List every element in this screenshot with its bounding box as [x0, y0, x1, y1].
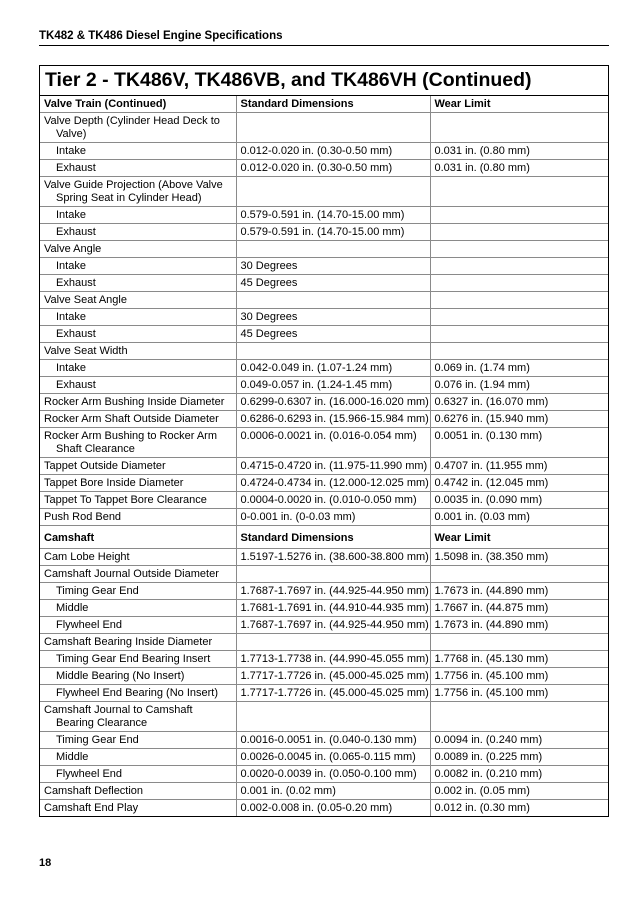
spec-name-cell: Timing Gear End Bearing Insert [40, 651, 236, 668]
table-row [40, 224, 608, 241]
spec-name-cell: Valve Angle [40, 241, 236, 258]
table-row [40, 749, 608, 766]
spec-name-cell: Timing Gear End [40, 732, 236, 749]
table-row [40, 800, 608, 817]
table-row [40, 566, 608, 583]
spec-name-cell: Intake [40, 143, 236, 160]
wear-limit-cell: 0.0089 in. (0.225 mm) [430, 749, 608, 766]
standard-dimension-cell [236, 343, 430, 360]
wear-limit-cell: 0.0082 in. (0.210 mm) [430, 766, 608, 783]
spec-name-cell: Valve Guide Projection (Above Valve Spring Seat in Cylinder Head) [40, 177, 236, 207]
standard-dimension-cell [236, 634, 430, 651]
wear-limit-cell: 1.5098 in. (38.350 mm) [430, 549, 608, 566]
standard-dimension-cell [236, 241, 430, 258]
standard-dimension-cell [236, 292, 430, 309]
wear-limit-cell [430, 292, 608, 309]
standard-dimension-cell: 1.7713-1.7738 in. (44.990-45.055 mm) [236, 651, 430, 668]
spec-name-cell: Exhaust [40, 275, 236, 292]
spec-name-cell: Exhaust [40, 377, 236, 394]
spec-name-cell: Flywheel End Bearing (No Insert) [40, 685, 236, 702]
running-header: TK482 & TK486 Diesel Engine Specifications [39, 30, 283, 42]
table-row [40, 394, 608, 411]
wear-limit-cell: 0.069 in. (1.74 mm) [430, 360, 608, 377]
standard-dimension-cell: 0.002-0.008 in. (0.05-0.20 mm) [236, 800, 430, 817]
spec-name-cell: Valve Seat Width [40, 343, 236, 360]
standard-dimension-cell: 1.7687-1.7697 in. (44.925-44.950 mm) [236, 583, 430, 600]
standard-dimension-cell: 45 Degrees [236, 326, 430, 343]
spec-name-cell: Rocker Arm Bushing to Rocker Arm Shaft Clearance [40, 428, 236, 458]
standard-dimension-cell [236, 566, 430, 583]
wear-limit-cell [430, 702, 608, 732]
spec-name-cell: Intake [40, 360, 236, 377]
wear-limit-cell [430, 309, 608, 326]
wear-limit-cell: 0.0051 in. (0.130 mm) [430, 428, 608, 458]
spec-table [40, 96, 608, 816]
wear-limit-cell [430, 177, 608, 207]
standard-dimension-cell: 1.7687-1.7697 in. (44.925-44.950 mm) [236, 617, 430, 634]
wear-limit-cell: 0.002 in. (0.05 mm) [430, 783, 608, 800]
standard-dimension-cell: 0.0020-0.0039 in. (0.050-0.100 mm) [236, 766, 430, 783]
table-row [40, 492, 608, 509]
spec-name-cell: Camshaft Deflection [40, 783, 236, 800]
page-number: 18 [39, 857, 52, 869]
table-row [40, 411, 608, 428]
spec-name-cell: Intake [40, 309, 236, 326]
table-row [40, 343, 608, 360]
wear-limit-cell: 1.7673 in. (44.890 mm) [430, 583, 608, 600]
wear-limit-cell: 1.7768 in. (45.130 mm) [430, 651, 608, 668]
spec-name-cell: Flywheel End [40, 766, 236, 783]
spec-name-cell: Tappet Bore Inside Diameter [40, 475, 236, 492]
spec-name-cell: Camshaft [40, 526, 236, 549]
standard-dimension-cell [236, 702, 430, 732]
table-row [40, 160, 608, 177]
column-header-standard-dimensions: Standard Dimensions [236, 96, 430, 113]
wear-limit-cell: 0.012 in. (0.30 mm) [430, 800, 608, 817]
spec-table-box [39, 65, 609, 817]
standard-dimension-cell: 0.0004-0.0020 in. (0.010-0.050 mm) [236, 492, 430, 509]
standard-dimension-cell: Standard Dimensions [236, 526, 430, 549]
standard-dimension-cell: 1.5197-1.5276 in. (38.600-38.800 mm) [236, 549, 430, 566]
table-row [40, 783, 608, 800]
spec-name-cell: Intake [40, 258, 236, 275]
spec-name-cell: Middle Bearing (No Insert) [40, 668, 236, 685]
spec-name-cell: Rocker Arm Bushing Inside Diameter [40, 394, 236, 411]
wear-limit-cell [430, 224, 608, 241]
standard-dimension-cell: 30 Degrees [236, 309, 430, 326]
standard-dimension-cell: 0.579-0.591 in. (14.70-15.00 mm) [236, 207, 430, 224]
wear-limit-cell: 1.7756 in. (45.100 mm) [430, 685, 608, 702]
standard-dimension-cell: 0-0.001 in. (0-0.03 mm) [236, 509, 430, 526]
spec-name-cell: Valve Seat Angle [40, 292, 236, 309]
standard-dimension-cell: 1.7681-1.7691 in. (44.910-44.935 mm) [236, 600, 430, 617]
table-row [40, 766, 608, 783]
table-row [40, 651, 608, 668]
table-row [40, 258, 608, 275]
table-row [40, 428, 608, 458]
table-row [40, 113, 608, 143]
wear-limit-cell [430, 207, 608, 224]
header-rule [39, 45, 609, 46]
table-row [40, 241, 608, 258]
table-row [40, 732, 608, 749]
spec-name-cell: Camshaft Bearing Inside Diameter [40, 634, 236, 651]
section-title: Tier 2 - TK486V, TK486VB, and TK486VH (Continued) [40, 66, 608, 96]
wear-limit-cell: 0.031 in. (0.80 mm) [430, 160, 608, 177]
wear-limit-cell: 0.4742 in. (12.045 mm) [430, 475, 608, 492]
wear-limit-cell: 0.4707 in. (11.955 mm) [430, 458, 608, 475]
wear-limit-cell [430, 343, 608, 360]
table-row [40, 207, 608, 224]
standard-dimension-cell: 0.4724-0.4734 in. (12.000-12.025 mm) [236, 475, 430, 492]
table-row [40, 177, 608, 207]
standard-dimension-cell: 30 Degrees [236, 258, 430, 275]
wear-limit-cell: 0.031 in. (0.80 mm) [430, 143, 608, 160]
wear-limit-cell [430, 566, 608, 583]
column-header-wear-limit: Wear Limit [430, 96, 608, 113]
spec-name-cell: Exhaust [40, 224, 236, 241]
wear-limit-cell [430, 113, 608, 143]
table-row [40, 475, 608, 492]
column-header-valve-train: Valve Train (Continued) [40, 96, 236, 113]
table-row [40, 143, 608, 160]
wear-limit-cell: 0.001 in. (0.03 mm) [430, 509, 608, 526]
spec-name-cell: Middle [40, 749, 236, 766]
table-header-row [40, 96, 608, 113]
table-row [40, 509, 608, 526]
standard-dimension-cell: 0.001 in. (0.02 mm) [236, 783, 430, 800]
table-row [40, 549, 608, 566]
standard-dimension-cell: 0.0016-0.0051 in. (0.040-0.130 mm) [236, 732, 430, 749]
standard-dimension-cell: 0.4715-0.4720 in. (11.975-11.990 mm) [236, 458, 430, 475]
spec-name-cell: Tappet Outside Diameter [40, 458, 236, 475]
spec-name-cell: Camshaft End Play [40, 800, 236, 817]
spec-name-cell: Flywheel End [40, 617, 236, 634]
wear-limit-cell [430, 241, 608, 258]
spec-name-cell: Push Rod Bend [40, 509, 236, 526]
table-row [40, 275, 608, 292]
wear-limit-cell: 0.0094 in. (0.240 mm) [430, 732, 608, 749]
spec-name-cell: Tappet To Tappet Bore Clearance [40, 492, 236, 509]
wear-limit-cell: Wear Limit [430, 526, 608, 549]
spec-name-cell: Exhaust [40, 326, 236, 343]
table-row [40, 668, 608, 685]
standard-dimension-cell: 0.012-0.020 in. (0.30-0.50 mm) [236, 160, 430, 177]
standard-dimension-cell: 0.0026-0.0045 in. (0.065-0.115 mm) [236, 749, 430, 766]
standard-dimension-cell: 0.0006-0.0021 in. (0.016-0.054 mm) [236, 428, 430, 458]
wear-limit-cell: 0.0035 in. (0.090 mm) [430, 492, 608, 509]
spec-name-cell: Timing Gear End [40, 583, 236, 600]
standard-dimension-cell: 0.6299-0.6307 in. (16.000-16.020 mm) [236, 394, 430, 411]
wear-limit-cell: 0.6327 in. (16.070 mm) [430, 394, 608, 411]
wear-limit-cell: 1.7756 in. (45.100 mm) [430, 668, 608, 685]
spec-name-cell: Rocker Arm Shaft Outside Diameter [40, 411, 236, 428]
standard-dimension-cell [236, 177, 430, 207]
standard-dimension-cell: 45 Degrees [236, 275, 430, 292]
wear-limit-cell [430, 634, 608, 651]
wear-limit-cell [430, 275, 608, 292]
table-row [40, 583, 608, 600]
spec-name-cell: Intake [40, 207, 236, 224]
table-row [40, 600, 608, 617]
spec-name-cell: Camshaft Journal Outside Diameter [40, 566, 236, 583]
table-row [40, 702, 608, 732]
wear-limit-cell: 0.076 in. (1.94 mm) [430, 377, 608, 394]
table-row [40, 309, 608, 326]
spec-name-cell: Valve Depth (Cylinder Head Deck to Valve) [40, 113, 236, 143]
wear-limit-cell [430, 326, 608, 343]
table-row [40, 458, 608, 475]
spec-name-cell: Middle [40, 600, 236, 617]
wear-limit-cell: 1.7667 in. (44.875 mm) [430, 600, 608, 617]
standard-dimension-cell [236, 113, 430, 143]
table-row [40, 634, 608, 651]
table-row [40, 377, 608, 394]
standard-dimension-cell: 0.579-0.591 in. (14.70-15.00 mm) [236, 224, 430, 241]
standard-dimension-cell: 1.7717-1.7726 in. (45.000-45.025 mm) [236, 685, 430, 702]
table-row [40, 292, 608, 309]
standard-dimension-cell: 0.012-0.020 in. (0.30-0.50 mm) [236, 143, 430, 160]
standard-dimension-cell: 0.6286-0.6293 in. (15.966-15.984 mm) [236, 411, 430, 428]
table-subheader-row [40, 526, 608, 549]
standard-dimension-cell: 0.042-0.049 in. (1.07-1.24 mm) [236, 360, 430, 377]
table-row [40, 326, 608, 343]
spec-name-cell: Camshaft Journal to Camshaft Bearing Clearance [40, 702, 236, 732]
wear-limit-cell [430, 258, 608, 275]
wear-limit-cell: 0.6276 in. (15.940 mm) [430, 411, 608, 428]
standard-dimension-cell: 1.7717-1.7726 in. (45.000-45.025 mm) [236, 668, 430, 685]
wear-limit-cell: 1.7673 in. (44.890 mm) [430, 617, 608, 634]
spec-name-cell: Exhaust [40, 160, 236, 177]
table-row [40, 360, 608, 377]
table-row [40, 685, 608, 702]
standard-dimension-cell: 0.049-0.057 in. (1.24-1.45 mm) [236, 377, 430, 394]
table-row [40, 617, 608, 634]
spec-name-cell: Cam Lobe Height [40, 549, 236, 566]
